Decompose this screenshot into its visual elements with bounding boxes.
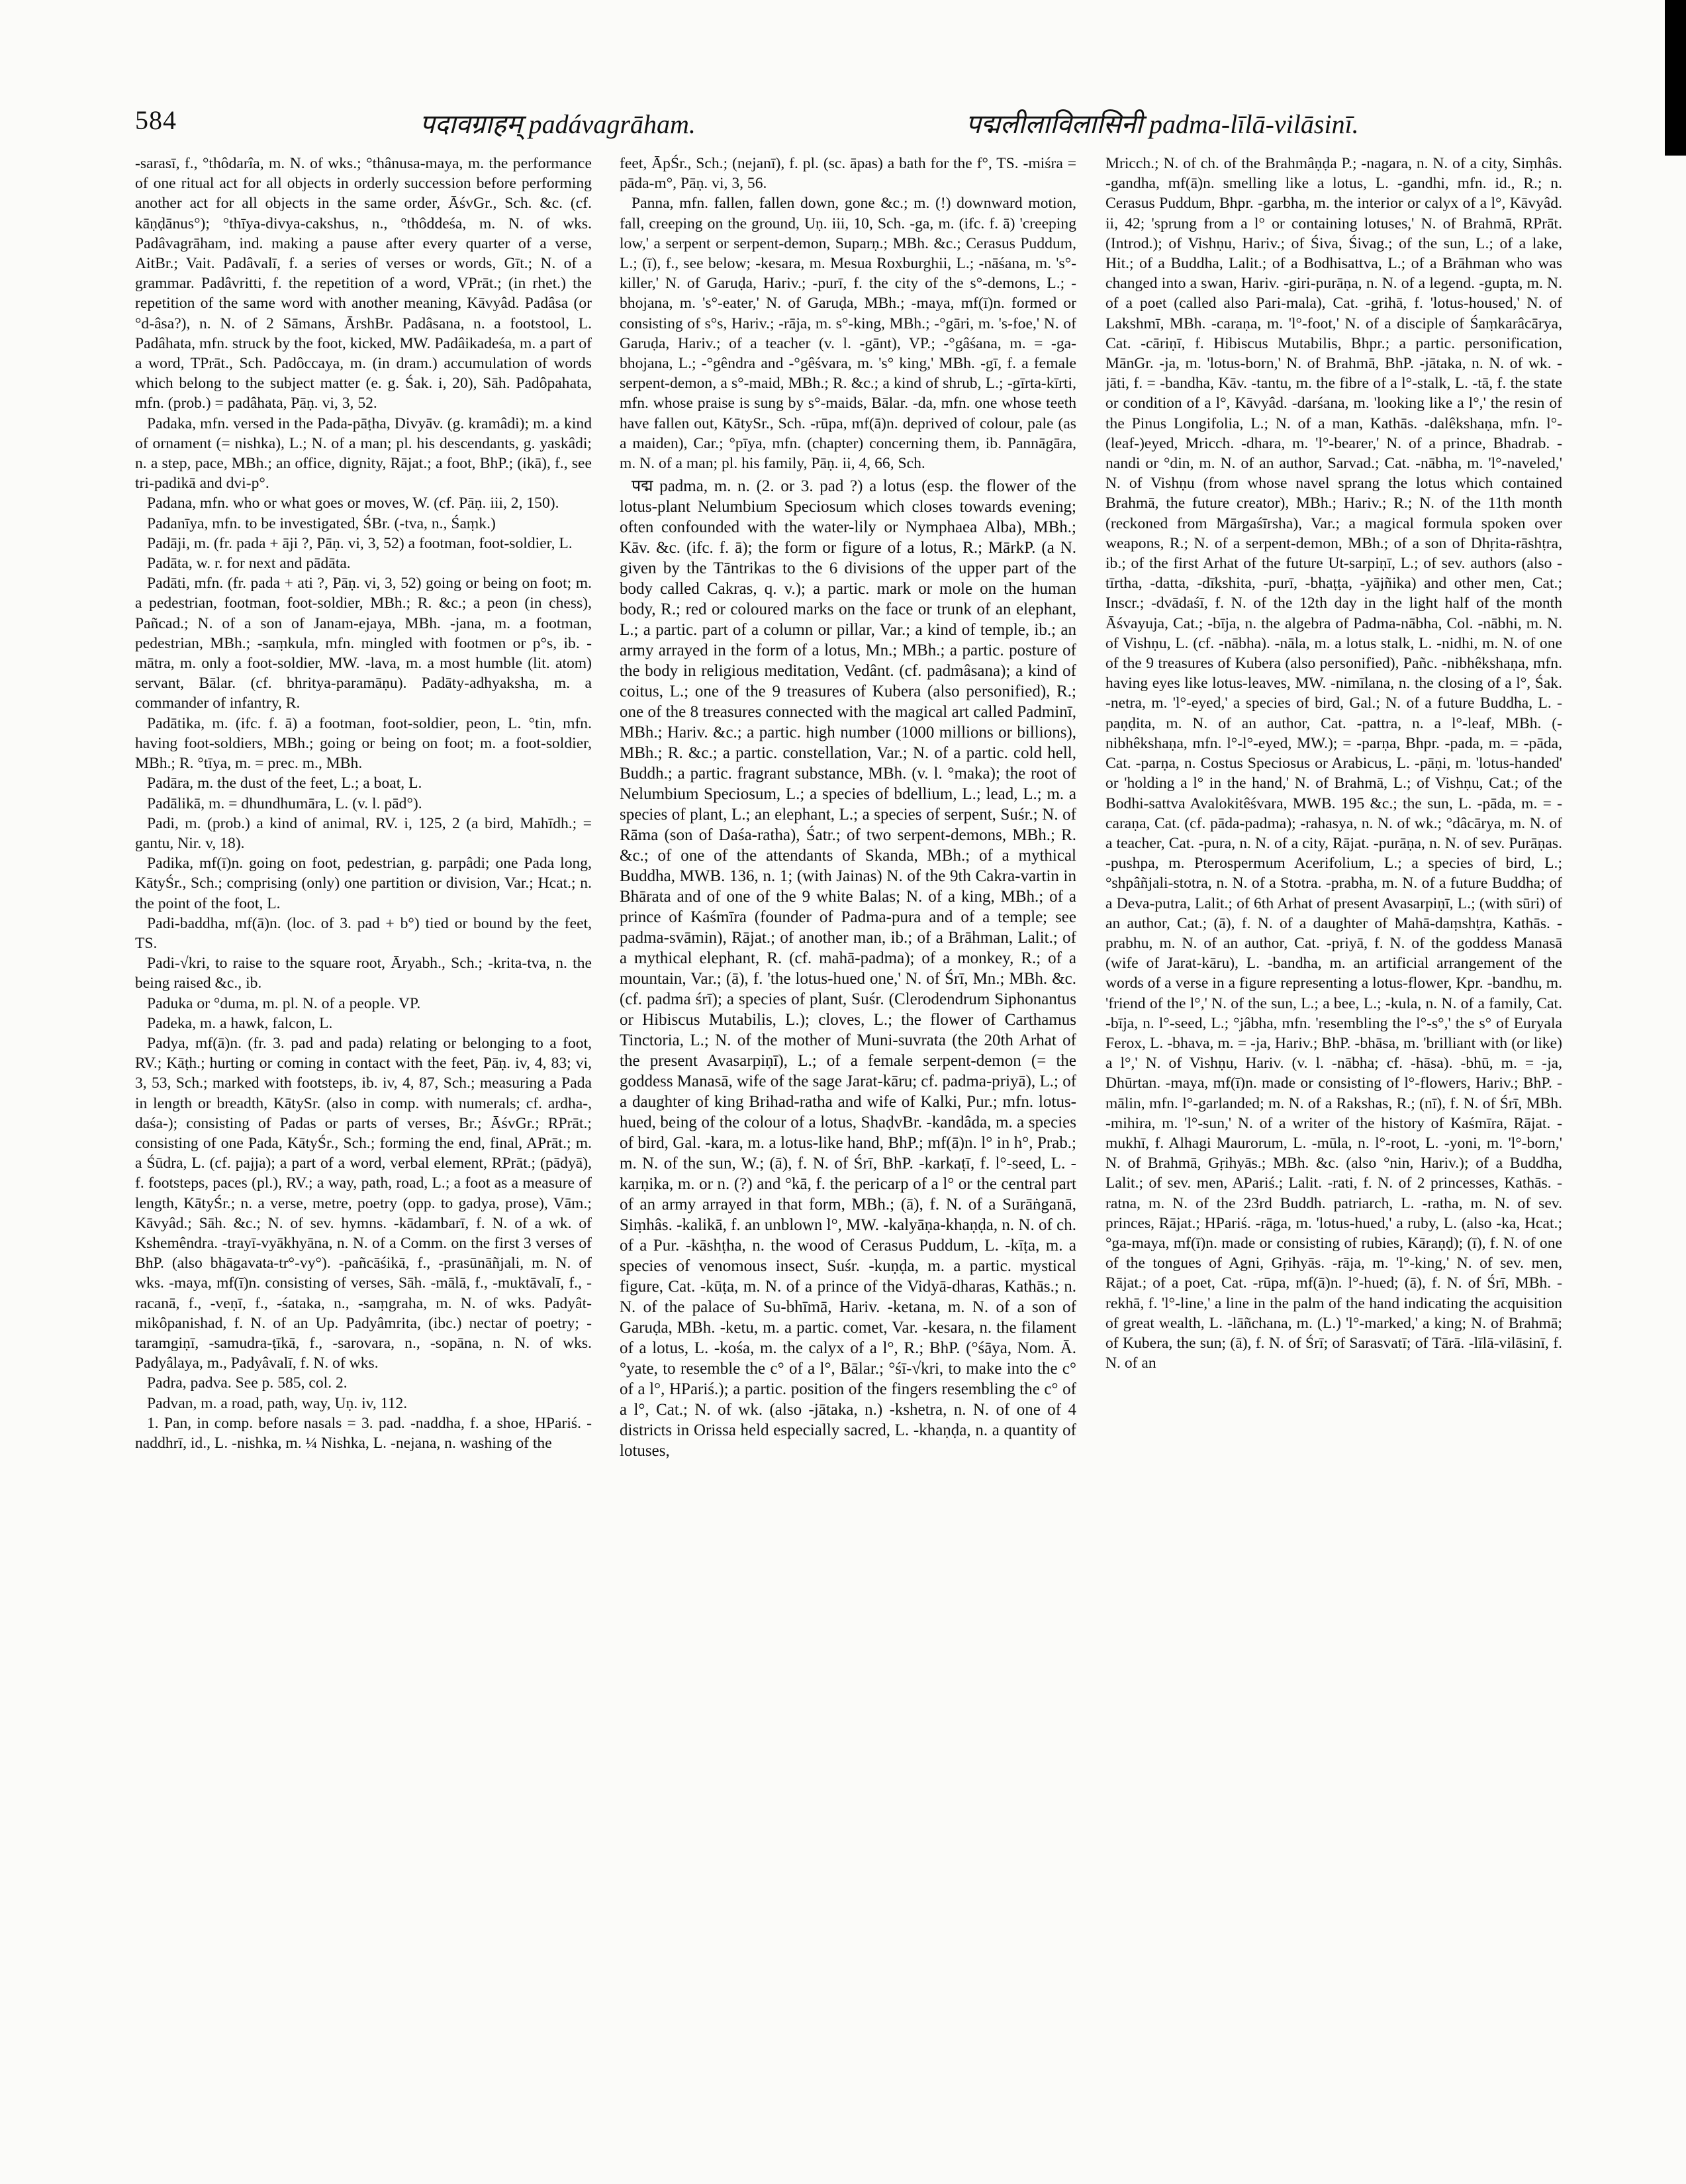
dictionary-entry: Padeka, m. a hawk, falcon, L. [147,1014,333,1032]
page-number: 584 [135,105,177,135]
dictionary-entry: 1. Pan, in comp. before nasals = 3. pad. -naddha, f. a shoe, HPariś. -naddhrī, id., L. -nishka, m. ¼ Nishka, L. -nejana, n. washing of the [135,1414,592,1452]
left-running-headword: पदावग्राहम् padávagrāham. [420,109,696,139]
dictionary-entry: Padāra, m. the dust of the feet, L.; a boat, L. [147,775,422,792]
dictionary-entry: Padvan, m. a road, path, way, Uṇ. iv, 112. [147,1394,408,1412]
dictionary-entry: Padanīya, mfn. to be investigated, ŚBr. (-tva, n., Śaṃk.) [147,514,496,532]
dictionary-entry: Panna, mfn. fallen, fallen down, gone &c.; m. (!) downward motion, fall, creeping on the ground, Uṇ. iii, 10, Sch. -ga, m. (ifc. f. ā) 'creeping low,' a serpent or serpent-demon, Suparṇ.; MBh. &c.; Cerasus Puddum, L.; (ī), f., see below; -kesara, m. Mesua Roxburghii, L.; -nāśana, m. 's°-killer,' N. of Garuḍa, Hariv.; -purī, f. the city of the s°-demons, L.; -bhojana, m. 's°-eater,' N. of Garuḍa, MBh.; -maya, mf(ī)n. formed or consisting of s°s, Hariv.; -rāja, m. s°-king, MBh.; -°gāri, m. 's-foe,' N. of Garuḍa, Hariv.; of a teacher (v. l. -gānt), VP.; -°gâśana, m. = -ga-bhojana, L.; -°gêndra and -°gêśvara, m. 's° king,' MBh. -gī, f. a female serpent-demon, a s°-maid, MBh.; R. &c.; a kind of shrub, L.; -gīrta-kīrti, mfn. whose praise is sung by s°-maids, Bālar. -da, mfn. one whose teeth have fallen out, KātySr., Sch. -rūpa, mf(ā)n. deprived of colour, pale (as a maiden), Car.; °pīya, mfn. (chapter) concerning them, ib. Pannāgāra, m. N. of a man; pl. his family, Pāṇ. ii, 4, 66, Sch. [620,195,1076,473]
dictionary-entry: feet, ĀpŚr., Sch.; (nejanī), f. pl. (sc. āpas) a bath for the f°, TS. -miśra = pāda-m°, Pāṇ. vi, 3, 56. [620,155,1076,193]
dictionary-entry: Padi, m. (prob.) a kind of animal, RV. i, 125, 2 (a bird, Mahīdh.; = gantu, Nir. v, 18). [135,814,592,852]
dictionary-entry: Padika, mf(ī)n. going on foot, pedestrian, g. parpâdi; one Pada long, KātyŚr., Sch.; comprising (only) one partition or division, Var.; Hcat.; n. the point of the foot, L. [135,855,592,912]
page-header [135,99,1565,148]
dictionary-entry: Padaka, mfn. versed in the Pada-pāṭha, Divyāv. (g. kramâdi); m. a kind of ornament (= nishka), L.; N. of a man; pl. his descendants, g. yaskâdi; n. a step, pace, MBh.; an office, dignity, Rājat.; a foot, BhP.; (ikā), f., see tri-padikā and dvi-p°. [135,414,592,493]
dictionary-entry: Padātika, m. (ifc. f. ā) a footman, foot-soldier, peon, L. °tin, mfn. having foot-soldiers, MBh.; going or being on foot; m. a foot-soldier, MBh.; R. °tīya, m. = prec. m., MBh. [135,714,592,773]
dictionary-entry: Padi-baddha, mf(ā)n. (loc. of 3. pad + b°) tied or bound by the feet, TS. [135,914,592,952]
dictionary-entry: Padya, mf(ā)n. (fr. 3. pad and pada) relating or belonging to a foot, RV.; Kāṭh.; hurting or coming in contact with the feet, Pāṇ. iv, 4, 83; vi, 3, 53, Sch.; marked with footsteps, ib. iv, 4, 87, Sch.; measuring a Pada in length or breadth, KātySr. (also in comp. with numerals; cf. ardha-, daśa-); consisting of Padas or parts of verses, Br.; ĀśvGr.; RPrāt.; consisting of one Pada, KātyŚr., Sch.; forming the end, final, APrāt.; m. a Śūdra, L. (cf. pajja); a part of a word, verbal element, RPrāt.; (pādyā), f. footsteps, paces (pl.), RV.; a way, path, road, L.; a foot as a measure of length, KātyŚr.; n. a verse, metre, poetry (opp. to gadya, prose), Vām.; Kāvyâd.; Sāh. &c.; N. of sev. hymns. -kādambarī, f. N. of a wk. of Kshemêndra. -trayī-vyākhyāna, n. N. of a Comm. on the first 3 verses of BhP. (also bhāgavata-tr°-vy°). -pañcāśikā, f., -prasūnāñjali, m. N. of wks. -maya, mf(ī)n. consisting of verses, Sāh. -mālā, f., -muktāvalī, f., -racanā, f., -veṇī, f., -śataka, n., -saṃgraha, m. N. of wks. Padyât-mikôpanishad, f. N. of an Up. Padyâmrita, (ibc.) nectar of poetry; -taramgiṇī, -samudra-ṭīkā, f., -sarovara, n., -sopāna, n. N. of wks. Padyâlaya, m., Padyâvalī, f. N. of wks. [135,1034,592,1372]
text-columns [135,154,1565,2146]
dictionary-entry: Padana, mfn. who or what goes or moves, W. (cf. Pāṇ. iii, 2, 150). [147,495,559,512]
dictionary-entry: Padāji, m. (fr. pada + āji ?, Pāṇ. vi, 3, 52) a footman, foot-soldier, L. [147,534,573,552]
column-3 [1105,154,1562,2146]
column-1 [135,154,592,2146]
dictionary-entry: Padālikā, m. = dhundhumāra, L. (v. l. pād°). [147,794,422,812]
dictionary-entry: -sarasī, f., °thôdarîa, m. N. of wks.; °thânusa-maya, m. the performance of one ritual act for all objects in orderly succession before performing another act for all objects in the same order, ĀśvGr., Sch. &c. (cf. kāṇḍānus°); °thīya-divya-cakshus, n., °thôddeśa, m. N. of wks. Padâvagrāham, ind. making a pause after every quarter of a verse, AitBr.; Vait. Padâvalī, f. a series of verses or words, Gīt.; N. of a grammar. Padâvritti, f. the repetition of a word, VPrāt.; (in rhet.) the repetition of the same word with another meaning, Kāvyâd. Padâsa (or °d-âsa?), n. N. of 2 Sāmans, ĀrshBr. Padâsana, n. a footstool, L. Padâhata, mfn. struck by the foot, kicked, MW. Padâikadeśa, m. a part of a word, TPrāt., Sch. Padôccaya, m. (in dram.) accumulation of words which belong to the subject matter (e. g. Śak. i, 20), Sāh. Padôpahata, mfn. (prob.) = padâhata, Pāṇ. vi, 3, 52. [135,155,592,412]
dictionary-entry: पद्म padma, m. n. (2. or 3. pad ?) a lotus (esp. the flower of the lotus-plant Nelumbium Speciosum which closes towards evening; often confounded with the water-lily or Nymphaea Alba), MBh.; Kāv. &c. (ifc. f. ā); the form or figure of a lotus, R.; MārkP. (a N. given by the Tāntrikas to the 6 divisions of the upper part of the body called Cakras, q. v.); a partic. mark or mole on the human body, R.; red or coloured marks on the face or trunk of an elephant, L.; a partic. part of a column or pillar, Var.; a kind of temple, ib.; an army arrayed in the form of a lotus, Mn.; MBh.; a partic. posture of the body in religious meditation, Vedânt. (cf. padmâsana); a kind of coitus, L.; one of the 9 treasures of Kubera (also personified), R.; one of the 8 treasures connected with the magical art called Padminī, MBh.; Hariv. &c.; a partic. high number (1000 millions or billions), MBh.; R. &c.; a partic. constellation, Var.; N. of a partic. cold hell, Buddh.; a partic. fragrant substance, MBh. (v. l. °maka); the root of Nelumbium Speciosum, L.; a species of bdellium, L.; lead, L.; m. a species of plant, L.; an elephant, L.; a species of serpent, Suśr.; N. of Rāma (son of Daśa-ratha), Śatr.; of two serpent-demons, MBh.; R. &c.; of one of the attendants of Skanda, MBh.; of a mythical Buddha, MWB. 136, n. 1; (with Jainas) N. of the 9th Cakra-vartin in Bhārata and of one of the 9 white Balas; N. of a king, MBh.; of a prince of Kaśmīra (founder of Padma-pura and of a temple; see padma-svāmin), Rājat.; of another man, ib.; of a Brāhman, Lalit.; of a mythical elephant, R. (cf. mahā-padma); of a monkey, R.; of a mountain, Var.; (ā), f. 'the lotus-hued one,' N. of Śrī, Mn.; MBh. &c. (cf. padma śrī); a species of plant, Suśr. (Clerodendrum Siphonantus or Hibiscus Mutabilis, L.); cloves, L.; the flower of Carthamus Tinctoria, L.; N. of the mother of Muni-suvrata (the 20th Arhat of the present Avasarpiṇī), L.; of a female serpent-demon (= the goddess Manasā, wife of the sage Jarat-kāru; cf. padma-priyā), L.; of a daughter of king Brihad-ratha and wife of Kalki, Pur.; mfn. lotus-hued, being of the colour of a lotus, ShaḍvBr. -kandâda, m. a species of bird, Gal. -kara, m. a lotus-like hand, BhP.; mf(ā)n. l° in h°, Prab.; m. N. of the sun, W.; (ā), f. N. of Śrī, BhP. -karkaṭī, f. l°-seed, L. -karṇika, m. or n. (?) and °kā, f. the pericarp of a l° or the central part of an army arrayed in that form, MBh.; (ā), f. N. of a Surāṅganā, Siṃhâs. -kalikā, f. an unblown l°, MW. -kalyāṇa-khaṇḍa, n. N. of ch. of a Pur. -kāshṭha, n. the wood of Cerasus Puddum, L. -kīṭa, m. a species of venomous insect, Suśr. -kuṇḍa, m. a partic. mystical figure, Cat. -kūṭa, m. N. of a prince of the Vidyā-dharas, Kathās.; n. N. of the palace of Su-bhīmā, Hariv. -ketana, m. N. of a son of Garuḍa, MBh. -ketu, m. a partic. comet, Var. -kesara, n. the filament of a lotus, L. -kośa, m. the calyx of a l°, R.; BhP. (°śāya, Nom. Ā. °yate, to resemble the c° of a l°, Bālar.; °śī-√kri, to make into the c° of a l°, HPariś.); a partic. position of the fingers resembling the c° of a l°, Cat.; N. of wk. (also -jātaka, n.) -kshetra, n. N. of one of 4 districts in Orissa held especially sacred, L. -khaṇḍa, n. a quantity of lotuses, [620,477,1076,1460]
column-2 [620,154,1076,2146]
dictionary-entry: Paduka or °duma, m. pl. N. of a people. VP. [147,994,421,1012]
dictionary-entry: Mricch.; N. of ch. of the Brahmâṇḍa P.; -nagara, n. N. of a city, Siṃhâs. -gandha, mf(ā)n. smelling like a lotus, L. -gandhi, mfn. id., R.; n. Cerasus Puddum, Bhpr. -garbha, m. the interior or calyx of a l°, Kāvyâd. ii, 42; 'sprung from a l° or containing lotuses,' N. of Brahmā, RPrāt. (Introd.); of Vishṇu, Hariv.; of Śiva, Śivag.; of the sun, L.; of a lake, Hit.; of a Buddha, Lalit.; of a Bodhisattva, L.; of a Brāhman who was changed into a swan, Hariv. -giri-purāṇa, n. N. of a legend. -gupta, m. N. of a poet (called also Pari-mala), Cat. -grihā, f. 'lotus-housed,' N. of Lakshmī, MBh. -caraṇa, m. 'l°-foot,' N. of a disciple of Śaṃkarâcārya, Cat. -cāriṇī, f. Hibiscus Mutabilis, Bhpr.; a partic. personification, MānGr. -ja, m. 'lotus-born,' N. of Brahmā, BhP. -jātaka, n. N. of wk. -jāti, f. = -bandha, Kāv. -tantu, m. the fibre of a l°-stalk, L. -tā, f. the state or condition of a l°, Kāvyâd. -darśana, m. 'looking like a l°,' the resin of the Pinus Longifolia, L.; N. of a man, Kathās. -dalêkshaṇa, mfn. l°-(leaf-)eyed, Mricch. -dhara, m. 'l°-bearer,' N. of a prince, Bhadrab. -nandi or °din, m. N. of an author, Sarvad.; Cat. -nābha, m. 'l°-naveled,' N. of Vishṇu (from whose navel sprang the lotus which contained Brahmā, the future creator), MBh.; Hariv.; R.; N. of the 11th month (reckoned from Mārgaśīrsha), Var.; a magical formula spoken over weapons, R.; N. of a serpent-demon, MBh.; of a son of Dhṛita-rāshṭra, ib.; of the first Arhat of the future Ut-sarpiṇī, L.; of sev. authors (also -tīrtha, -datta, -dīkshita, -purī, -bhaṭṭa, -yājñika) and other men, Cat.; Inscr.; -dvādaśī, f. N. of the 12th day in the light half of the month Āśvayuja, Cat.; -bīja, n. the algebra of Padma-nābha, Col. -nābhi, m. N. of Vishṇu, L. (cf. -nābha). -nāla, m. a lotus stalk, L. -nidhi, m. N. of one of the 9 treasures of Kubera (also personified), Pañc. -nibhêkshaṇa, mfn. having eyes like lotus-leaves, MW. -nimīlana, n. the closing of a l°, Śak. -netra, m. 'l°-eyed,' a species of bird, Gal.; N. of a future Buddha, L. -paṇḍita, m. N. of an author, Cat. -pattra, n. a l°-leaf, MBh. (-nibhêkshaṇa, mfn. l°-l°-eyed, MW.); = -parṇa, Bhpr. -pada, m. = -pāda, Cat. -parṇa, n. Costus Speciosus or Arabicus, L. -pāṇi, m. 'lotus-handed' or 'holding a l° in the hand,' N. of Brahmā, L.; of Vishṇu, Cat.; of the Bodhi-sattva Avalokitêśvara, MWB. 195 &c.; the sun, L. -pāda, m. = -caraṇa, Cat. (cf. pāda-padma); -rahasya, n. N. of wk.; °dâcārya, m. N. of a teacher, Cat. -pura, n. N. of a city, Rājat. -purāṇa, n. N. of sev. Purāṇas. -pushpa, m. Pterospermum Acerifolium, L.; a species of bird, L.; °shpâñjali-stotra, n. N. of a Stotra. -prabha, m. N. of a future Buddha; of a Deva-putra, Lalit.; of 6th Arhat of present Avasarpiṇī, L.; (with sūri) of an author, Cat.; (ā), f. N. of a daughter of Mahā-daṃshṭra, Kathās. -prabhu, m. N. of an author, Cat. -priyā, f. N. of the goddess Manasā (wife of Jarat-kāru), L. -bandha, m. an artificial arrangement of the words of a verse in a figure representing a lotus-flower, Kpr. -bandhu, m. 'friend of the l°,' N. of the sun, L.; a bee, L.; -kula, n. N. of a family, Cat. -bīja, n. l°-seed, L.; °jâbha, mfn. 'resembling the l°-s°,' the s° of Euryala Ferox, L. -bhava, m. = -ja, Hariv.; BhP. -bhāsa, m. 'brilliant with (or like) a l°,' N. of Vishṇu, Hariv. (v. l. -nābha; cf. -hāsa). -bhū, m. = -ja, Dhūrtan. -maya, mf(ī)n. made or consisting of l°-flowers, Hariv.; BhP. -mālin, mfn. l°-garlanded; m. N. of a Rakshas, R.; (nī), f. N. of Śrī, MBh. -mihira, m. 'l°-sun,' N. of a writer of the history of Kaśmīra, Rājat. -mukhī, f. Alhagi Maurorum, L. -mūla, n. l°-root, L. -yoni, m. 'l°-born,' N. of Brahmā, Gṛihyās.; MBh. &c. (also °nin, Hariv.); of a Buddha, Lalit.; of sev. men, APariś.; Lalit. -rati, f. N. of 2 princesses, Kathās. -ratna, m. N. of the 23rd Buddh. patriarch, L. -ratha, m. N. of sev. princes, Rājat.; HPariś. -rāga, m. 'lotus-hued,' a ruby, L. (also -ka, Hcat.; °ga-maya, mf(ī)n. made or consisting of rubies, Kāraṇḍ); (ī), f. N. of one of the tongues of Agni, Gṛihyās. -rāja, m. 'l°-king,' N. of sev. men, Rājat.; of a poet, Cat. -rūpa, mf(ā)n. l°-hued; (ā), f. N. of Śrī, MBh. -rekhā, f. 'l°-line,' a line in the palm of the hand indicating the acquisition of great wealth, L. -lāñchana, m. (L.) 'l°-marked,' a king; N. of Brahmā; of Kubera, the sun; (ā), f. N. of Śrī; of Sarasvatī; of Tārā. -līlā-vilāsinī, f. N. of an [1105,155,1562,1372]
dictionary-entry: Padi-√kri, to raise to the square root, Āryabh., Sch.; -krita-tva, n. the being raised &c., ib. [135,955,592,992]
right-running-headword: पद्मलीलाविलासिनी padma-līlā-vilāsinī. [966,109,1359,139]
dictionary-entry: Padra, padva. See p. 585, col. 2. [147,1374,348,1392]
dictionary-entry: Padāti, mfn. (fr. pada + ati ?, Pāṇ. vi, 3, 52) going or being on foot; m. a pedestrian, footman, foot-soldier, MBh.; R. &c.; a peon (in chess), Pañcad.; N. of a son of Janam-ejaya, MBh. -jana, m. a footman, pedestrian, MBh.; -saṃkula, mfn. mingled with footmen or p°s, ib. -mātra, m. only a foot-soldier, MW. -lava, m. a most humble (lit. atom) servant, Bālar. (cf. bhritya-paramāṇu). Padāty-adhyaksha, m. a commander of infantry, R. [135,575,592,712]
dictionary-entry: Padāta, w. r. for next and pādāta. [147,555,351,573]
scan-edge-shadow [1665,0,1686,156]
